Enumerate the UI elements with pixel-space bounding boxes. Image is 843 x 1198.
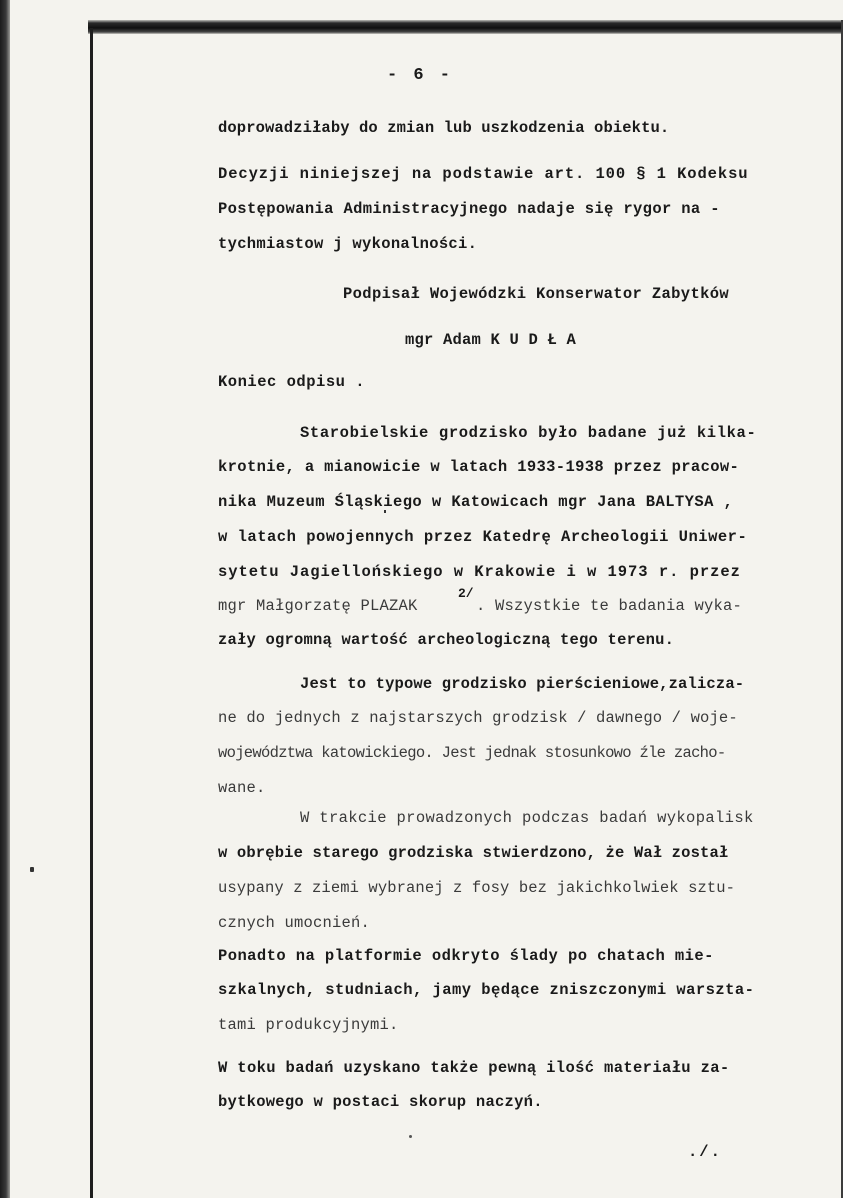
text-line: tychmiastow j wykonalności. [218,235,478,253]
text-line: Starobielskie grodzisko było badane już kilka- [300,424,757,442]
text-line: tami produkcyjnymi. [218,1016,399,1034]
text-line: wane. [218,779,266,797]
text-line: sytetu Jagiellońskiego w Krakowie i w 1973 r. przez [218,563,741,581]
text-line: W toku badań uzyskano także pewną ilość materiału za- [218,1059,730,1077]
text-line: ne do jednych z najstarszych grodzisk / dawnego / woje- [218,709,738,727]
scan-top-bar [88,20,843,34]
continuation-mark: ./. [688,1143,722,1161]
text-line: nika Muzeum Śląskiego w Katowicach mgr Jana BALTYSA , [218,493,734,511]
page-number: - 6 - [387,66,454,85]
text-line: krotnie, a mianowicie w latach 1933-1938 przez pracow- [218,458,740,476]
text-line: usypany z ziemi wybranej z fosy bez jakichkolwiek sztu- [218,879,736,897]
text-line: Koniec odpisu . [218,373,366,391]
text-line: w latach powojennych przez Katedrę Archeologii Uniwer- [218,528,748,546]
text-line: doprowadziłaby do zmian lub uszkodzenia obiektu. [218,119,670,137]
text-line: mgr Małgorzatę PLAZAK [218,597,418,615]
text-line: szkalnych, studniach, jamy będące zniszczonymi warszta- [218,981,755,999]
text-line: Ponadto na platformie odkryto ślady po chatach mie- [218,947,714,965]
scan-left-edge [0,0,10,1198]
text-line: w obrębie starego grodziska stwierdzono, że Wał został [218,844,729,862]
text-line: bytkowego w postaci skorup naczyń. [218,1093,543,1111]
text-line: Decyzji niniejszej na podstawie art. 100 § 1 Kodeksu [218,165,749,183]
signature-line: Podpisał Wojewódzki Konserwator Zabytków [343,285,730,303]
text-line: cznych umocnień. [218,914,371,932]
text-line: zały ogromną wartość archeologiczną tego terenu. [218,631,675,649]
text-line: . Wszystkie te badania wyka- [476,597,743,615]
page-fold-line [90,28,93,1198]
text-line: W trakcie prowadzonych podczas badań wykopalisk [300,809,754,827]
ink-speck [30,867,34,872]
signatory-name: mgr Adam K U D Ł A [405,331,577,349]
text-line: Postępowania Administracyjnego nadaje się rygor na - [218,200,720,218]
footnote-reference: 2/ [458,586,474,601]
text-line: Jest to typowe grodzisko pierścieniowe,zalicza- [300,675,745,693]
text-line: województwa katowickiego. Jest jednak stosunkowo źle zacho- [218,744,726,762]
ink-speck [409,1135,412,1138]
